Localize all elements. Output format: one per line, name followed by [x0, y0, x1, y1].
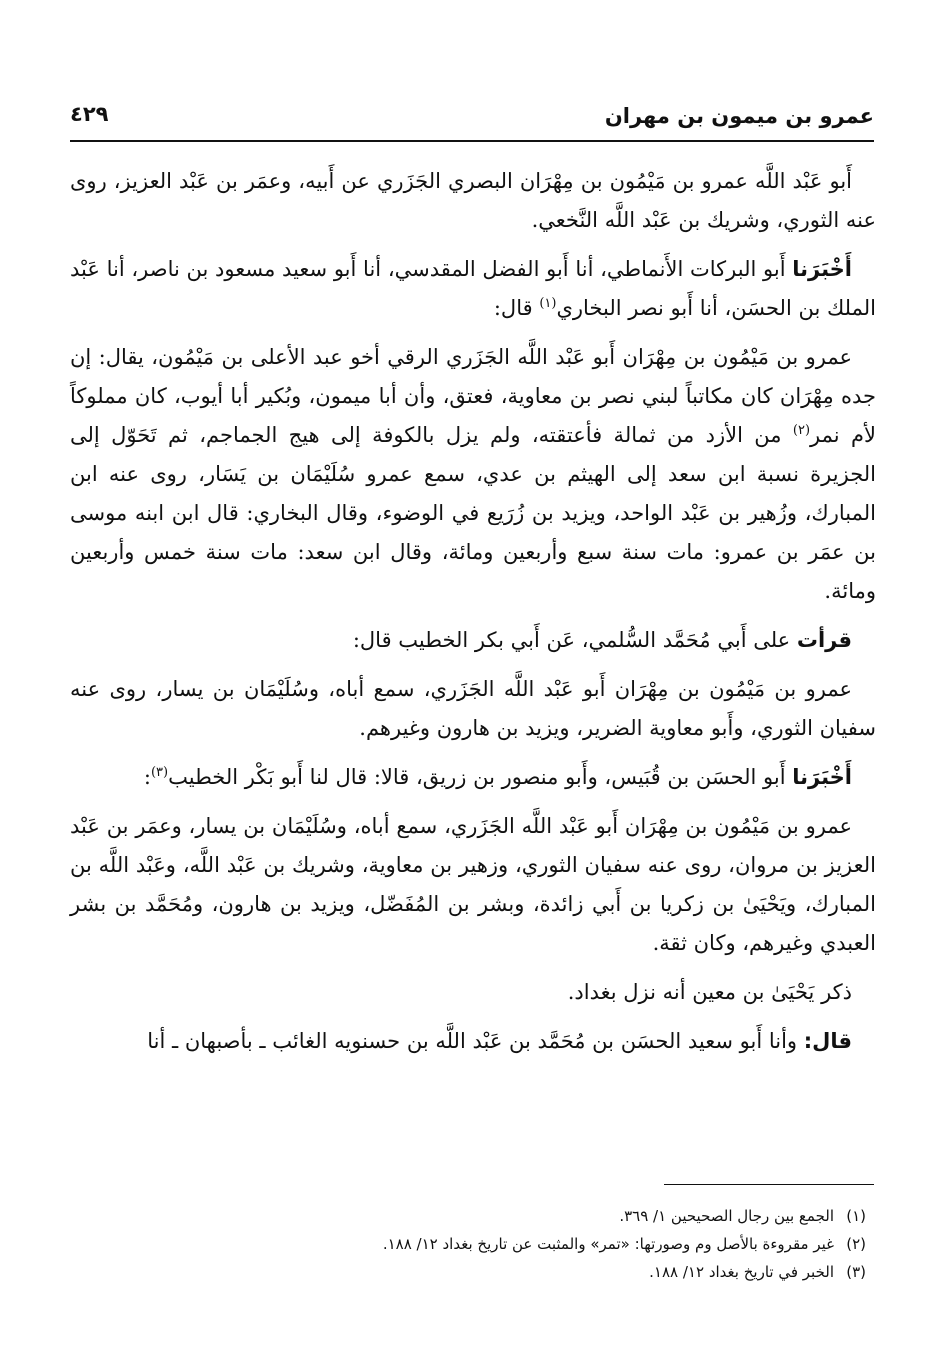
footnote-3: [70, 1258, 866, 1286]
footnote-text: الجمع بين رجال الصحيحين ١/ ٣٦٩.: [619, 1207, 834, 1225]
paragraph-9: [70, 1022, 876, 1061]
paragraph-2-text: أَبو البركات الأَنماطي، أنا أَبو الفضل المقدسي، أنا أَبو سعيد مسعود بن ناصر، أنا عَبْد الملك بن الحسَن، أنا أَبو نصر البخاري: [70, 257, 876, 320]
paragraph-3-text-b: من الأزد من ثمالة فأعتقته، ولم يزل بالكوفة إلى هيج الجماجم، ثم تَحَوّل إلى الجزيرة نسبة ابن سعد إلى الهيثم بن عدي، سمع عمرو سُلَيْمَان بن يَسَار، روى عنه ابن المبارك، وزُهير بن عَبْد الواحد، ويزيد بن زُرَيع في الوضوء، وقال البخاري: قال ابن ابنه موسى بن عمَر بن عمرو: مات سنة سبع وأربعين ومائة، وقال ابن سعد: مات سنة خمس وأربعين ومائة.: [70, 423, 876, 603]
paragraph-5: [70, 670, 876, 748]
footnote-text: الخبر في تاريخ بغداد ١٢/ ١٨٨.: [649, 1263, 834, 1281]
footnote-ref-3[interactable]: (٣): [150, 765, 169, 780]
paragraph-8-text: ذكر يَحْيَىٰ بن معين أنه نزل بغداد.: [567, 980, 852, 1004]
body-text: [70, 162, 876, 1071]
paragraph-6-tail: :: [143, 765, 151, 789]
paragraph-4: [70, 621, 876, 660]
paragraph-8: [70, 973, 876, 1012]
akhbarana-keyword: أَخْبَرَنا: [792, 257, 852, 281]
paragraph-3: [70, 338, 876, 611]
footnote-ref-2[interactable]: (٢): [792, 423, 811, 438]
page-number: ٤٢٩: [70, 102, 109, 126]
footnote-number: (٣): [846, 1263, 866, 1281]
footnote-text: غير مقروءة بالأصل وم وصورتها: «تمر» والمثبت عن تاريخ بغداد ١٢/ ١٨٨.: [382, 1235, 834, 1253]
akhbarana-keyword: أَخْبَرَنا: [792, 765, 852, 789]
footnote-2: [70, 1230, 866, 1258]
paragraph-7: [70, 807, 876, 963]
paragraph-2-tail: قال:: [493, 296, 540, 320]
paragraph-9-text: وأنا أَبو سعيد الحسَن بن مُحَمَّد بن عَبْد اللَّه بن حسنويه الغائب ـ بأصبهان ـ أنا: [147, 1029, 804, 1053]
paragraph-1-text: أَبو عَبْد اللَّه عمرو بن مَيْمُون بن مِهْرَان البصري الجَزَري عن أَبيه، وعمَر بن عَبْد العزيز، روى عنه الثوري، وشريك بن عَبْد اللَّه النَّخعي.: [70, 169, 876, 232]
paragraph-2: [70, 250, 876, 328]
footnote-number: (٢): [846, 1235, 866, 1253]
footnote-ref-1[interactable]: (١): [539, 296, 557, 311]
running-title: عمرو بن ميمون بن مهران: [604, 104, 874, 128]
paragraph-6-text: أَبو الحسَن بن قُبَيس، وأَبو منصور بن زريق، قالا: قال لنا أَبو بَكْر الخطيب: [168, 765, 793, 789]
paragraph-7-text: عمرو بن مَيْمُون بن مِهْرَان أَبو عَبْد اللَّه الجَزَري، سمع أباه، وسُلَيْمَان بن يسار، وعمَر بن عَبْد العزيز بن مروان، روى عنه سفيان الثوري، وزهير بن معاوية، وشريك بن عَبْد اللَّه، وعَبْد اللَّه بن المبارك، ويَحْيَىٰ بن زكريا بن أَبي زائدة، وبشر بن المُفَضّل، ويزيد بن هارون، ومُحَمَّد بن بشر العبدي وغيرهم، وكان ثقة.: [70, 814, 877, 955]
paragraph-1: [70, 162, 876, 240]
footnote-separator: [664, 1184, 874, 1185]
footnote-1: [70, 1202, 866, 1230]
paragraph-3-text-a: عمرو بن مَيْمُون بن مِهْرَان أَبو عَبْد اللَّه الجَزَري الرقي أخو عبد الأعلى بن مَيْمُون، يقال: إن جده مِهْرَان كان مكاتباً لبني نصر بن معاوية، فعتق، وأن أبا ميمون، وبُكير أبا أيوب، كان مملوكاً لأم نمر: [70, 345, 876, 447]
paragraph-5-text: عمرو بن مَيْمُون بن مِهْرَان أَبو عَبْد اللَّه الجَزَري، سمع أباه، وسُلَيْمَان بن يسار، روى عنه سفيان الثوري، وأَبو معاوية الضرير، ويزيد بن هارون وغيرهم.: [70, 677, 876, 740]
paragraph-4-text: على أَبي مُحَمَّد السُّلمي، عَن أَبي بكر الخطيب قال:: [352, 628, 797, 652]
paragraph-6: [70, 758, 876, 797]
footnote-number: (١): [846, 1207, 866, 1225]
page-header: [70, 100, 874, 142]
qaraat-keyword: قرأت: [796, 628, 852, 652]
footnotes: [70, 1202, 866, 1286]
qal-keyword: قال:: [803, 1029, 852, 1053]
